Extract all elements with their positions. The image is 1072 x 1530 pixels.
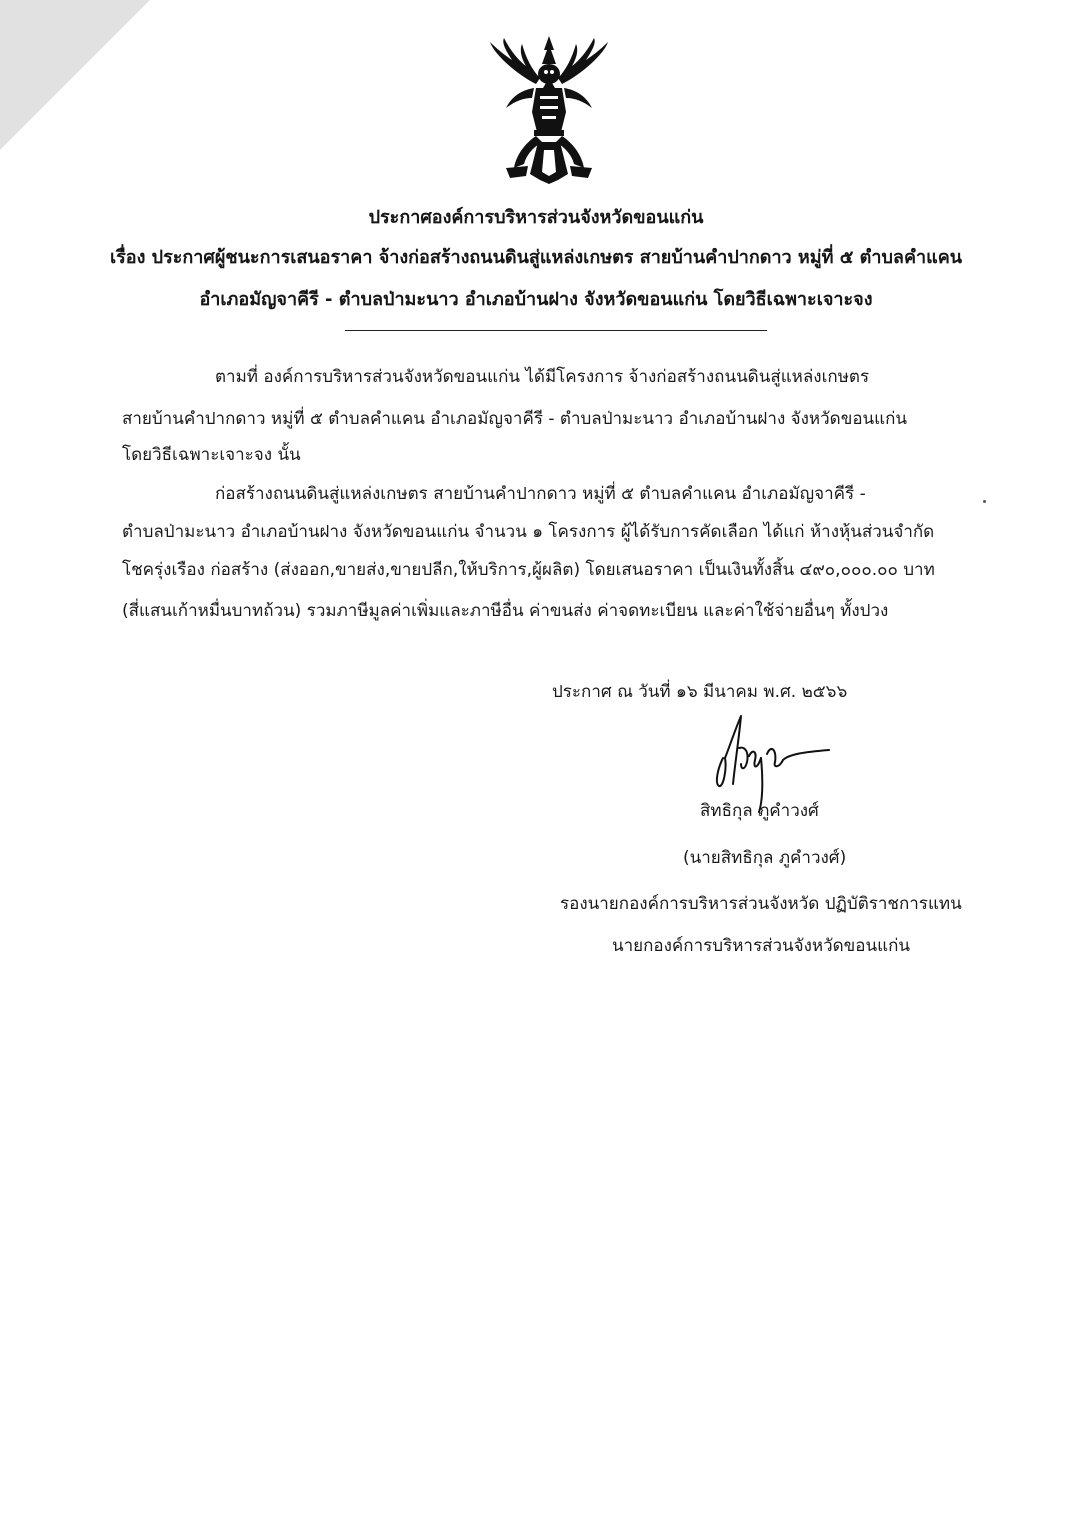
garuda-emblem-icon — [476, 34, 622, 194]
announcement-heading: ประกาศองค์การบริหารส่วนจังหวัดขอนแก่น — [368, 207, 704, 228]
paragraph-2-line-4: (สี่แสนเก้าหมื่นบาทถ้วน) รวมภาษีมูลค่าเพิ่มและภาษีอื่น ค่าขนส่ง ค่าจดทะเบียน และค่าใช้จ่ายอื่นๆ ทั้งปวง — [122, 601, 889, 621]
paragraph-1-line-2: สายบ้านคำปากดาว หมู่ที่ ๕ ตำบลคำแคน อำเภอมัญจาคีรี - ตำบลป่ามะนาว อำเภอบ้านฝาง จังหวัดขอนแก่น — [122, 409, 908, 429]
title-divider — [345, 330, 767, 331]
signer-position-line-1: รองนายกองค์การบริหารส่วนจังหวัด ปฏิบัติราชการแทน — [560, 894, 962, 914]
announcement-subject-line-2: อำเภอมัญจาคีรี - ตำบลป่ามะนาว อำเภอบ้านฝาง จังหวัดขอนแก่น โดยวิธีเฉพาะเจาะจง — [199, 289, 873, 310]
paragraph-2-line-2: ตำบลป่ามะนาว อำเภอบ้านฝาง จังหวัดขอนแก่น จำนวน ๑ โครงการ ผู้ได้รับการคัดเลือก ได้แก่ ห้างหุ้นส่วนจำกัด — [122, 522, 935, 542]
scan-speck — [983, 500, 986, 503]
paragraph-2-line-3: โชครุ่งเรือง ก่อสร้าง (ส่งออก,ขายส่ง,ขายปลีก,ให้บริการ,ผู้ผลิต) โดยเสนอราคา เป็นเงินทั้งสิ้น ๔๙๐,๐๐๐.๐๐ บาท — [122, 560, 935, 580]
signer-position-line-2: นายกองค์การบริหารส่วนจังหวัดขอนแก่น — [612, 936, 910, 956]
signed-name: สิทธิกุล ภูคำวงศ์ — [700, 801, 819, 821]
announcement-subject-line-1: เรื่อง ประกาศผู้ชนะการเสนอราคา จ้างก่อสร้างถนนดินสู่แหล่งเกษตร สายบ้านคำปากดาว หมู่ที่ ๕ ตำบลคำแคน — [109, 247, 963, 268]
paragraph-1-line-3: โดยวิธีเฉพาะเจาะจง นั้น — [122, 445, 301, 465]
announcement-date: ประกาศ ณ วันที่ ๑๖ มีนาคม พ.ศ. ๒๕๖๖ — [552, 682, 848, 702]
paragraph-1-line-1: ตามที่ องค์การบริหารส่วนจังหวัดขอนแก่น ได้มีโครงการ จ้างก่อสร้างถนนดินสู่แหล่งเกษตร — [215, 367, 870, 387]
signer-full-name: (นายสิทธิกุล ภูคำวงศ์) — [683, 848, 847, 868]
paragraph-2-line-1: ก่อสร้างถนนดินสู่แหล่งเกษตร สายบ้านคำปากดาว หมู่ที่ ๕ ตำบลคำแคน อำเภอมัญจาคีรี - — [215, 484, 866, 504]
